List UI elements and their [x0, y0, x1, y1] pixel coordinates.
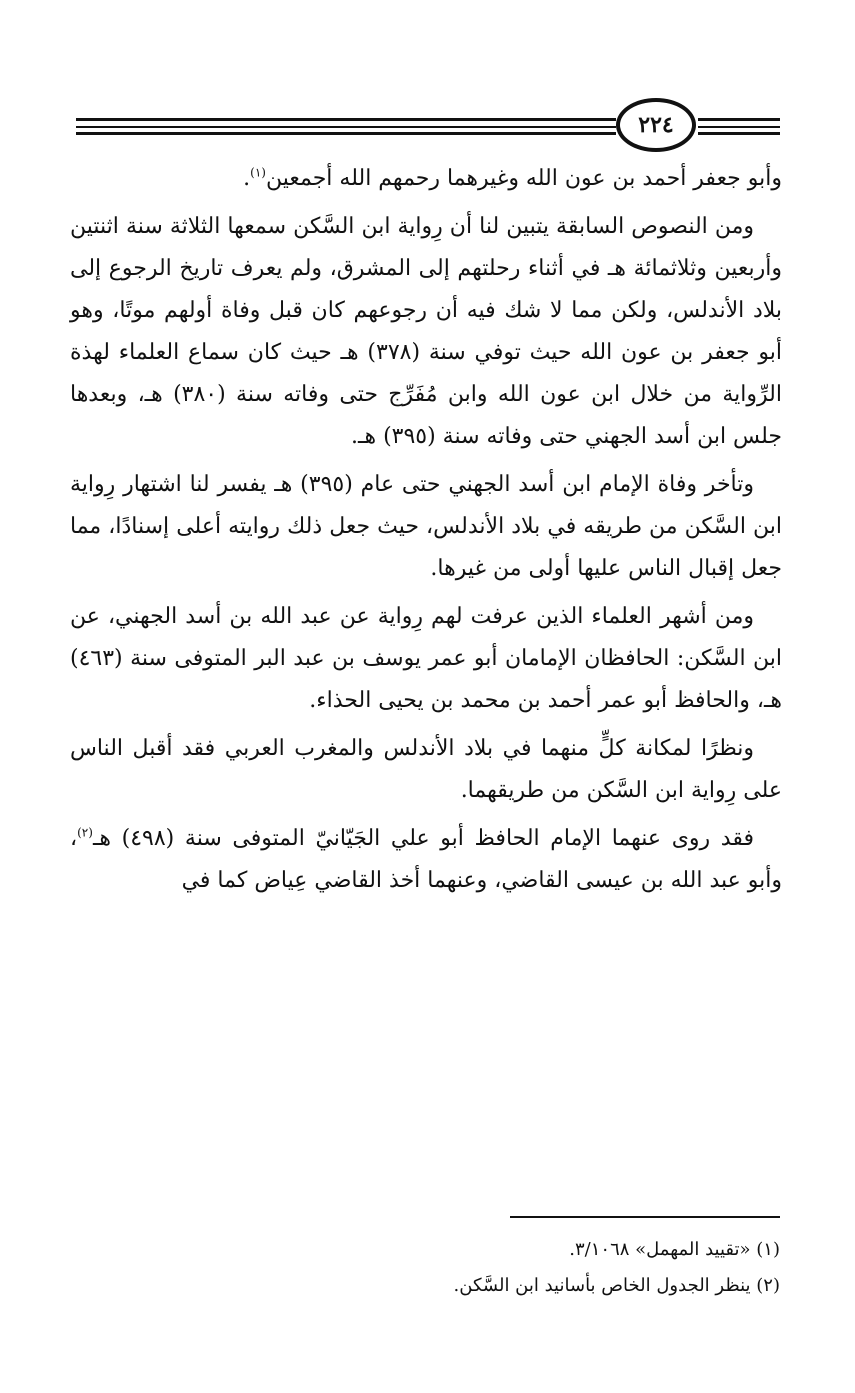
header-rule-right-top	[698, 118, 780, 121]
header-rule-right-middle	[698, 126, 780, 128]
header-rule-right-bottom	[698, 132, 780, 135]
paragraph-1-text: وأبو جعفر أحمد بن عون الله وغيرهما رحمهم الله أجمعين	[265, 166, 782, 191]
paragraph-5: ونظرًا لمكانة كلٍّ منهما في بلاد الأندلس والمغرب العربي فقد أقبل الناس على رِواية ابن السَّكن من طريقهما.	[70, 736, 782, 803]
paragraph-1	[70, 158, 782, 200]
paragraph-6	[70, 818, 782, 902]
footnote-mark-2: (٢)	[77, 825, 93, 840]
header-rule-top	[76, 118, 616, 121]
paragraph-4: ومن أشهر العلماء الذين عرفت لهم رِواية عن عبد الله بن أسد الجهني، عن ابن السَّكن: الحافظان الإمامان أبو عمر يوسف بن عبد البر المتوفى سنة (٤٦٣) هـ، والحافظ أبو عمر أحمد بن محمد بن يحيى الحذاء.	[70, 604, 782, 713]
page-number: ٢٢٤	[638, 112, 674, 138]
paragraph-2: ومن النصوص السابقة يتبين لنا أن رِواية ابن السَّكن سمعها الثلاثة سنة اثنتين وأربعين وثلاثمائة هـ في أثناء رحلتهم إلى المشرق، ولم يعرف تاريخ الرجوع إلى بلاد الأندلس، ولكن مما لا شك فيه أن رجوعهم كان قبل وفاة أولهم موتًا، وهو أبو جعفر بن عون الله حيث توفي سنة (٣٧٨) هـ حيث كان سماع العلماء لهذة الرِّواية من خلال ابن عون الله وابن مُفَرِّج حتى وفاته سنة (٣٨٠) هـ، وبعدها جلس ابن أسد الجهني حتى وفاته سنة (٣٩٥) هـ.	[70, 214, 782, 449]
paragraph-3: وتأخر وفاة الإمام ابن أسد الجهني حتى عام (٣٩٥) هـ يفسر لنا اشتهار رِواية ابن السَّكن من طريقه في بلاد الأندلس، حيث جعل ذلك روايته أعلى إسنادًا، مما جعل إقبال الناس عليها أولى من غيرها.	[70, 472, 782, 581]
paragraph-6-continuation: ، وأبو عبد الله بن عيسى القاضي، وعنهما أخذ القاضي عِياض كما في	[70, 826, 782, 893]
main-text	[70, 158, 782, 908]
footnote-mark-1: (١)	[250, 165, 266, 180]
paragraph-1-suffix: .	[243, 166, 251, 191]
footnote-2: (٢) ينظر الجدول الخاص بأسانيد ابن السَّكن.	[453, 1275, 780, 1296]
page-number-badge	[616, 98, 696, 152]
page-header	[76, 98, 780, 154]
footnote-1: (١) «تقييد المهمل» ٣/١٠٦٨.	[569, 1239, 780, 1260]
footnote-separator	[510, 1216, 780, 1218]
header-rule-bottom	[76, 132, 616, 135]
paragraph-6-text: فقد روى عنهما الإمام الحافظ أبو علي الجَيّانيّ المتوفى سنة (٤٩٨) هـ	[92, 826, 754, 851]
header-rule-middle	[76, 126, 616, 128]
footnotes	[300, 1232, 780, 1304]
